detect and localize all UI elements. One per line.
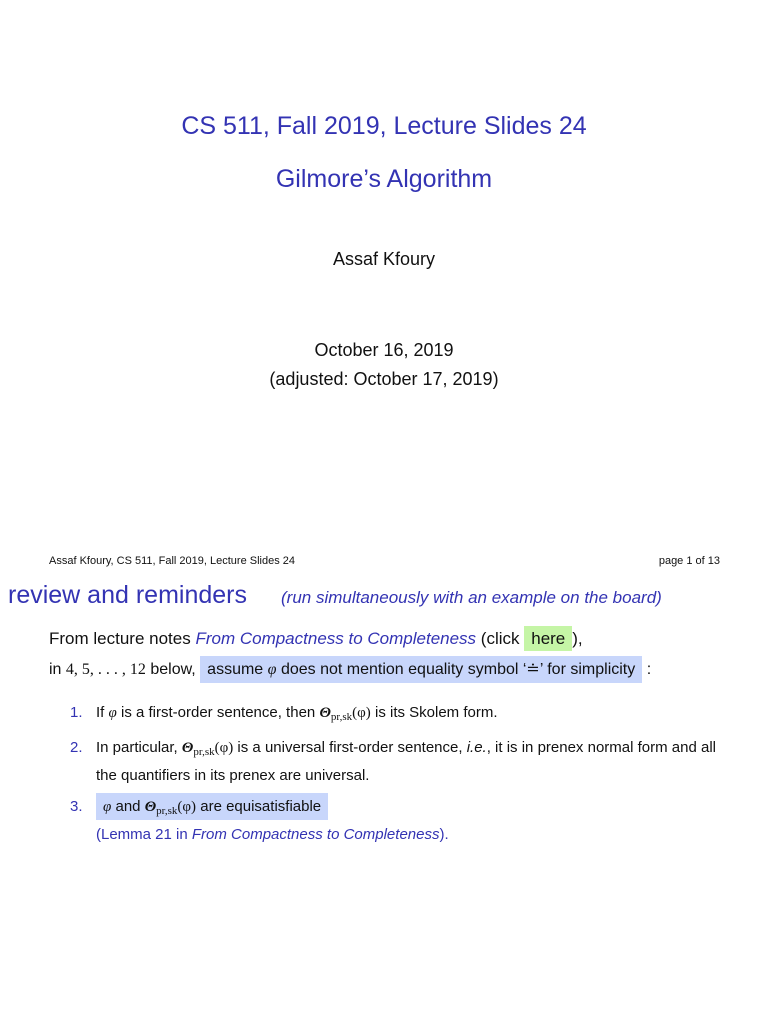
theta-symbol: Θ — [319, 705, 331, 721]
footer-left-text: Assaf Kfoury, CS 511, Fall 2019, Lecture Slides 24 — [49, 555, 296, 567]
list-item — [70, 795, 726, 846]
item-number: 3. — [70, 798, 83, 815]
line2-colon: : — [642, 661, 652, 678]
equality-symbol: ≐ — [526, 661, 540, 678]
date: October 16, 2019 — [314, 340, 454, 360]
subscript: pr,sk — [330, 711, 353, 723]
list-item — [70, 701, 726, 729]
page-number: page 1 of 13 — [658, 555, 720, 567]
phi-symbol: φ — [108, 705, 117, 721]
item-text-part: In particular, — [96, 739, 182, 756]
author-name: Assaf Kfoury — [332, 249, 436, 269]
phi-argument: (φ) — [214, 740, 234, 756]
equisatisfiable-box — [96, 793, 328, 820]
theta-symbol: Θ — [144, 799, 157, 815]
item-text-part: , it is in prenex normal form and all the quantifiers in its prenex are universal. — [96, 739, 716, 784]
item-number: 2. — [70, 739, 83, 756]
notes-title-link[interactable]: From Compactness to Completeness — [195, 629, 477, 648]
subscript: pr,sk — [156, 805, 178, 817]
theta-symbol: Θ — [181, 740, 194, 756]
item-number: 1. — [70, 704, 83, 721]
item-text-part: are equisatisfiable — [196, 798, 322, 815]
assume-end: ’ for simplicity — [539, 661, 636, 678]
date-adjusted: (adjusted: October 17, 2019) — [269, 369, 499, 389]
lemma-text: (Lemma 21 in — [96, 826, 192, 843]
phi-symbol: φ — [103, 799, 112, 815]
heading-text: review and reminders — [8, 581, 247, 609]
slide-heading — [8, 581, 662, 610]
phi-argument: (φ) — [352, 705, 371, 721]
line1-prefix: From lecture notes — [49, 629, 196, 648]
phi-symbol: φ — [267, 661, 277, 678]
subscript: pr,sk — [193, 746, 215, 758]
lecture-notes-line — [49, 629, 583, 649]
notes-title-link[interactable]: From Compactness to Completeness — [191, 826, 440, 843]
item-text-part: is a first-order sentence, then — [116, 704, 320, 721]
heading-note: (run simultaneously with an example on the board) — [281, 588, 662, 607]
assume-mid: does not mention equality symbol ‘ — [276, 661, 527, 678]
here-link[interactable]: here — [524, 626, 572, 651]
list-item — [70, 736, 726, 787]
item-text-part: If — [96, 704, 109, 721]
item-text — [96, 701, 726, 729]
lemma-reference — [96, 826, 449, 843]
item-text-part: and — [111, 798, 145, 815]
line2-prefix: in — [49, 661, 66, 678]
item-text-part: is its Skolem form. — [370, 704, 498, 721]
slide-subtitle: Gilmore’s Algorithm — [275, 165, 493, 193]
phi-argument: (φ) — [177, 799, 197, 815]
item-text-part: is a universal first-order sentence, — [233, 739, 467, 756]
assume-text: assume — [207, 661, 268, 678]
line1-click: (click — [476, 629, 525, 648]
lemma-text: ). — [439, 826, 449, 843]
ie-abbrev: i.e. — [466, 739, 487, 756]
item-text — [96, 736, 726, 787]
line1-suffix: ), — [572, 629, 583, 648]
range-math: 4, 5, . . . , 12 — [65, 661, 146, 678]
item-text — [96, 795, 726, 846]
assumption-box — [200, 656, 642, 683]
line2-below: below, — [145, 661, 201, 678]
assumption-line — [49, 659, 651, 679]
slide-title: CS 511, Fall 2019, Lecture Slides 24 — [181, 112, 587, 140]
